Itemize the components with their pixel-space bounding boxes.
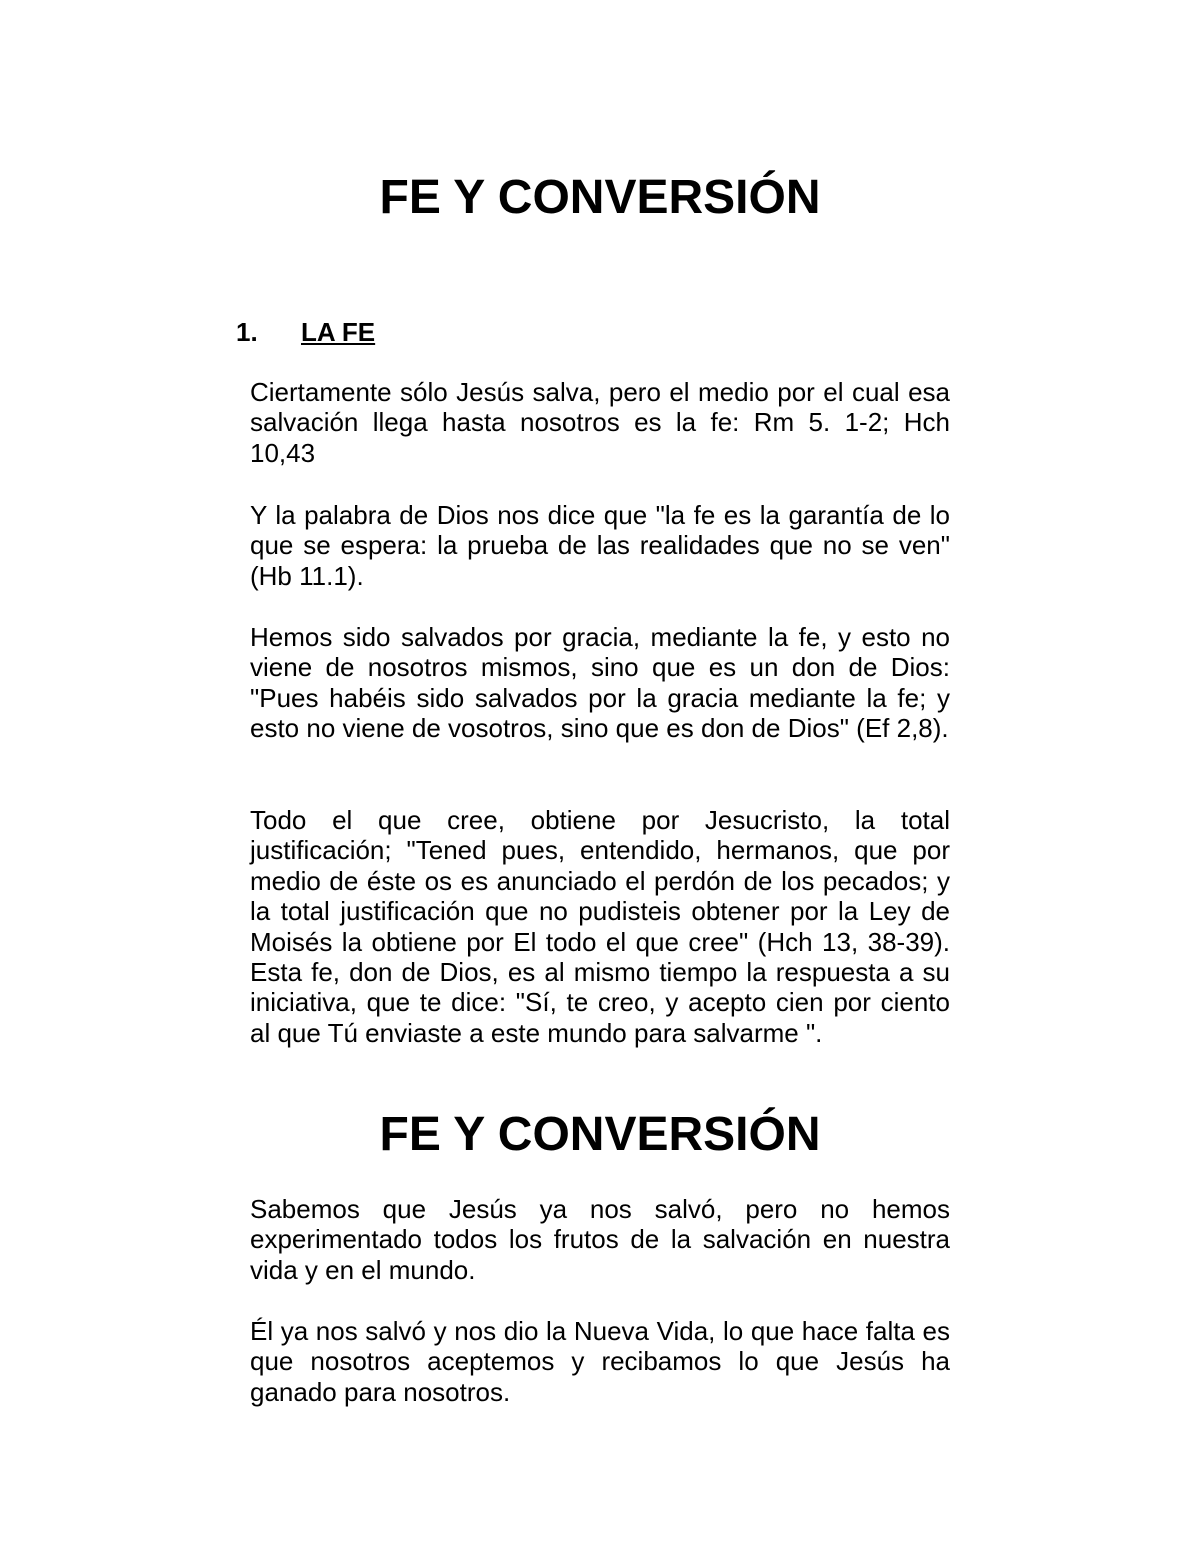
paragraph-fruits-of-salvation: Sabemos que Jesús ya nos salvó, pero no hemos experimentado todos los frutos de la salvación en nuestra vida y en el mundo. [250, 1194, 950, 1285]
section-number: 1. [236, 317, 258, 347]
paragraph-saved-by-grace: Hemos sido salvados por gracia, mediante la fe, y esto no viene de nosotros mismos, sino que es un don de Dios: "Pues habéis sido salvados por la gracia mediante la fe; y esto no viene de vosotros, sino que es don de Dios" (Ef 2,8). [250, 622, 950, 744]
section-heading [236, 316, 375, 348]
paragraph-new-life: Él ya nos salvó y nos dio la Nueva Vida, lo que hace falta es que nosotros aceptemos y recibamos lo que Jesús ha ganado para nosotros. [250, 1316, 950, 1407]
section-heading-text: LA FE [301, 317, 376, 347]
document-title-repeat: FE Y CONVERSIÓN [379, 1108, 821, 1161]
paragraph-salvation-by-faith: Ciertamente sólo Jesús salva, pero el medio por el cual esa salvación llega hasta nosotros es la fe: Rm 5. 1-2; Hch 10,43 [250, 377, 950, 468]
paragraph-faith-definition: Y la palabra de Dios nos dice que "la fe es la garantía de lo que se espera: la prueba de las realidades que no se ven" (Hb 11.1). [250, 500, 950, 591]
paragraph-justification: Todo el que cree, obtiene por Jesucristo, la total justificación; "Tened pues, entendido, hermanos, que por medio de éste os es anunciado el perdón de los pecados; y la total justificación que no pudisteis obtener por la Ley de Moisés la obtiene por El todo el que cree" (Hch 13, 38-39). Esta fe, don de Dios, es al mismo tiempo la respuesta a su iniciativa, que te dice: "Sí, te creo, y acepto cien por ciento al que Tú enviaste a este mundo para salvarme ". [250, 805, 950, 1048]
document-title: FE Y CONVERSIÓN [379, 171, 821, 224]
